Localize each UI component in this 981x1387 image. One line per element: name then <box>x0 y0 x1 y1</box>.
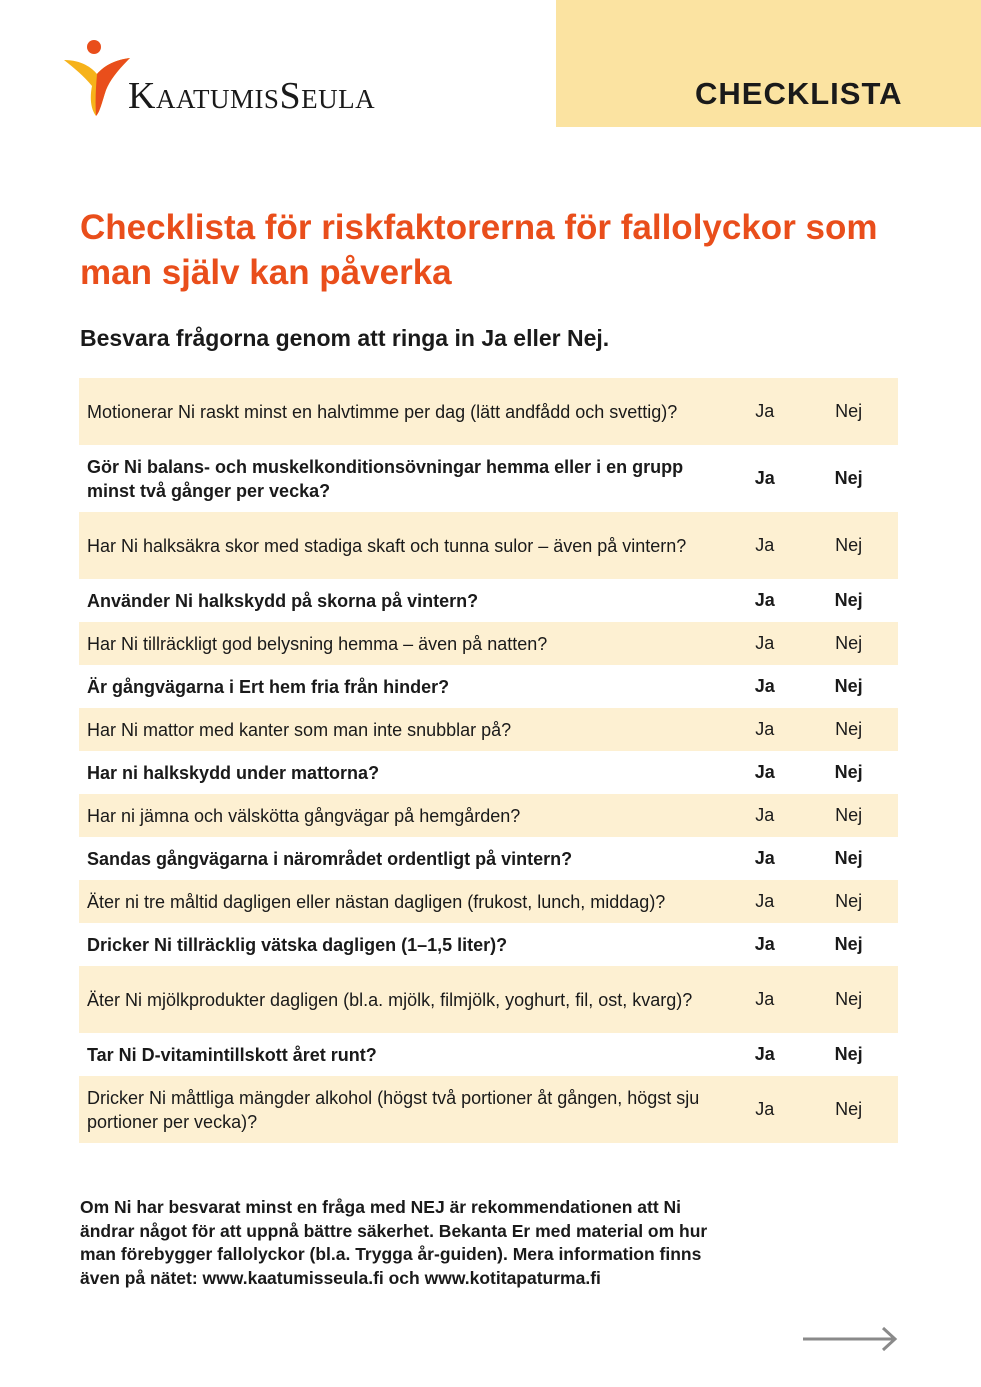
answer-yes[interactable]: Ja <box>754 676 775 696</box>
question-text: Har ni halkskydd under mattorna? <box>87 762 380 783</box>
answer-no[interactable]: Nej <box>835 719 863 739</box>
question-row <box>79 966 898 1033</box>
recommendation-text: Om Ni har besvarat minst en fråga med NEJ är rekommendationen att Ni ändrar något för att uppnå bättre säkerhet. Bekanta Er med material om hur man förebygger fallolyckor (bl.a. Trygga år-guiden). Mera information finns även på nätet: www.kaatumisseula.fi och www.kotitapaturma.fi <box>80 1197 708 1288</box>
answer-no[interactable]: Nej <box>835 1099 863 1119</box>
answer-no[interactable]: Nej <box>834 762 863 782</box>
question-row <box>79 378 898 445</box>
answer-no[interactable]: Nej <box>834 676 863 696</box>
answer-yes[interactable]: Ja <box>754 848 775 868</box>
answer-yes[interactable]: Ja <box>755 633 775 653</box>
orange-figure-icon <box>62 38 132 120</box>
answer-yes[interactable]: Ja <box>754 468 775 488</box>
arrow-right-icon[interactable] <box>803 1325 899 1353</box>
answer-yes[interactable]: Ja <box>755 989 775 1009</box>
answer-yes[interactable]: Ja <box>754 1044 775 1064</box>
logo <box>62 38 442 120</box>
question-text: Dricker Ni måttliga mängder alkohol (högst två portioner åt gången, högst sju portioner per vecka)? <box>87 1087 700 1132</box>
question-row <box>79 837 898 880</box>
answer-yes[interactable]: Ja <box>755 805 775 825</box>
question-text: Har Ni mattor med kanter som man inte snubblar på? <box>87 719 512 740</box>
question-row <box>79 622 898 665</box>
instructions: Besvara frågorna genom att ringa in Ja eller Nej. <box>80 325 610 351</box>
question-row <box>79 665 898 708</box>
question-text: Gör Ni balans- och muskelkonditionsövningar hemma eller i en grupp minst två gånger per vecka? <box>87 456 684 501</box>
answer-yes[interactable]: Ja <box>754 762 775 782</box>
answer-no[interactable]: Nej <box>835 989 863 1009</box>
question-text: Har Ni halksäkra skor med stadiga skaft och tunna sulor – även på vintern? <box>87 535 687 556</box>
question-row <box>79 880 898 923</box>
category-banner <box>556 0 981 127</box>
question-row <box>79 708 898 751</box>
answer-no[interactable]: Nej <box>834 590 863 610</box>
page-title: Checklista för riskfaktorerna för fallolyckor som man själv kan påverka <box>80 208 878 292</box>
question-text: Sandas gångvägarna i närområdet ordentligt på vintern? <box>87 848 573 869</box>
answer-no[interactable]: Nej <box>835 401 863 421</box>
banner-label: CHECKLISTA <box>695 76 903 111</box>
question-text: Dricker Ni tillräcklig vätska dagligen (1–1,5 liter)? <box>87 934 508 955</box>
answer-no[interactable]: Nej <box>834 848 863 868</box>
question-text: Motionerar Ni raskt minst en halvtimme per dag (lätt andfådd och svettig)? <box>87 401 678 422</box>
answer-no[interactable]: Nej <box>835 891 863 911</box>
question-text: Har Ni tillräckligt god belysning hemma – även på natten? <box>87 633 548 654</box>
question-text: Äter ni tre måltid dagligen eller nästan dagligen (frukost, lunch, middag)? <box>87 891 666 912</box>
answer-no[interactable]: Nej <box>835 805 863 825</box>
question-text: Använder Ni halkskydd på skorna på vintern? <box>87 590 479 611</box>
question-text: Äter Ni mjölkprodukter dagligen (bl.a. mjölk, filmjölk, yoghurt, fil, ost, kvarg)? <box>87 989 693 1010</box>
question-text: Har ni jämna och välskötta gångvägar på hemgården? <box>87 805 521 826</box>
question-row <box>79 794 898 837</box>
answer-yes[interactable]: Ja <box>755 891 775 911</box>
question-row <box>79 751 898 794</box>
answer-no[interactable]: Nej <box>834 468 863 488</box>
answer-yes[interactable]: Ja <box>754 590 775 610</box>
answer-no[interactable]: Nej <box>835 535 863 555</box>
answer-yes[interactable]: Ja <box>755 401 775 421</box>
question-row <box>79 1033 898 1076</box>
question-text: Är gångvägarna i Ert hem fria från hinder? <box>87 676 450 697</box>
question-row <box>79 923 898 966</box>
logo-wordmark: KaatumisSeula <box>128 75 376 117</box>
question-row <box>79 445 898 512</box>
answer-no[interactable]: Nej <box>834 1044 863 1064</box>
answer-yes[interactable]: Ja <box>755 1099 775 1119</box>
question-row <box>79 1076 898 1143</box>
answer-no[interactable]: Nej <box>835 633 863 653</box>
question-row <box>79 579 898 622</box>
question-text: Tar Ni D-vitamintillskott året runt? <box>87 1044 377 1065</box>
question-row <box>79 512 898 579</box>
answer-no[interactable]: Nej <box>834 934 863 954</box>
answer-yes[interactable]: Ja <box>755 535 775 555</box>
question-table <box>79 378 898 1143</box>
answer-yes[interactable]: Ja <box>754 934 775 954</box>
answer-yes[interactable]: Ja <box>755 719 775 739</box>
